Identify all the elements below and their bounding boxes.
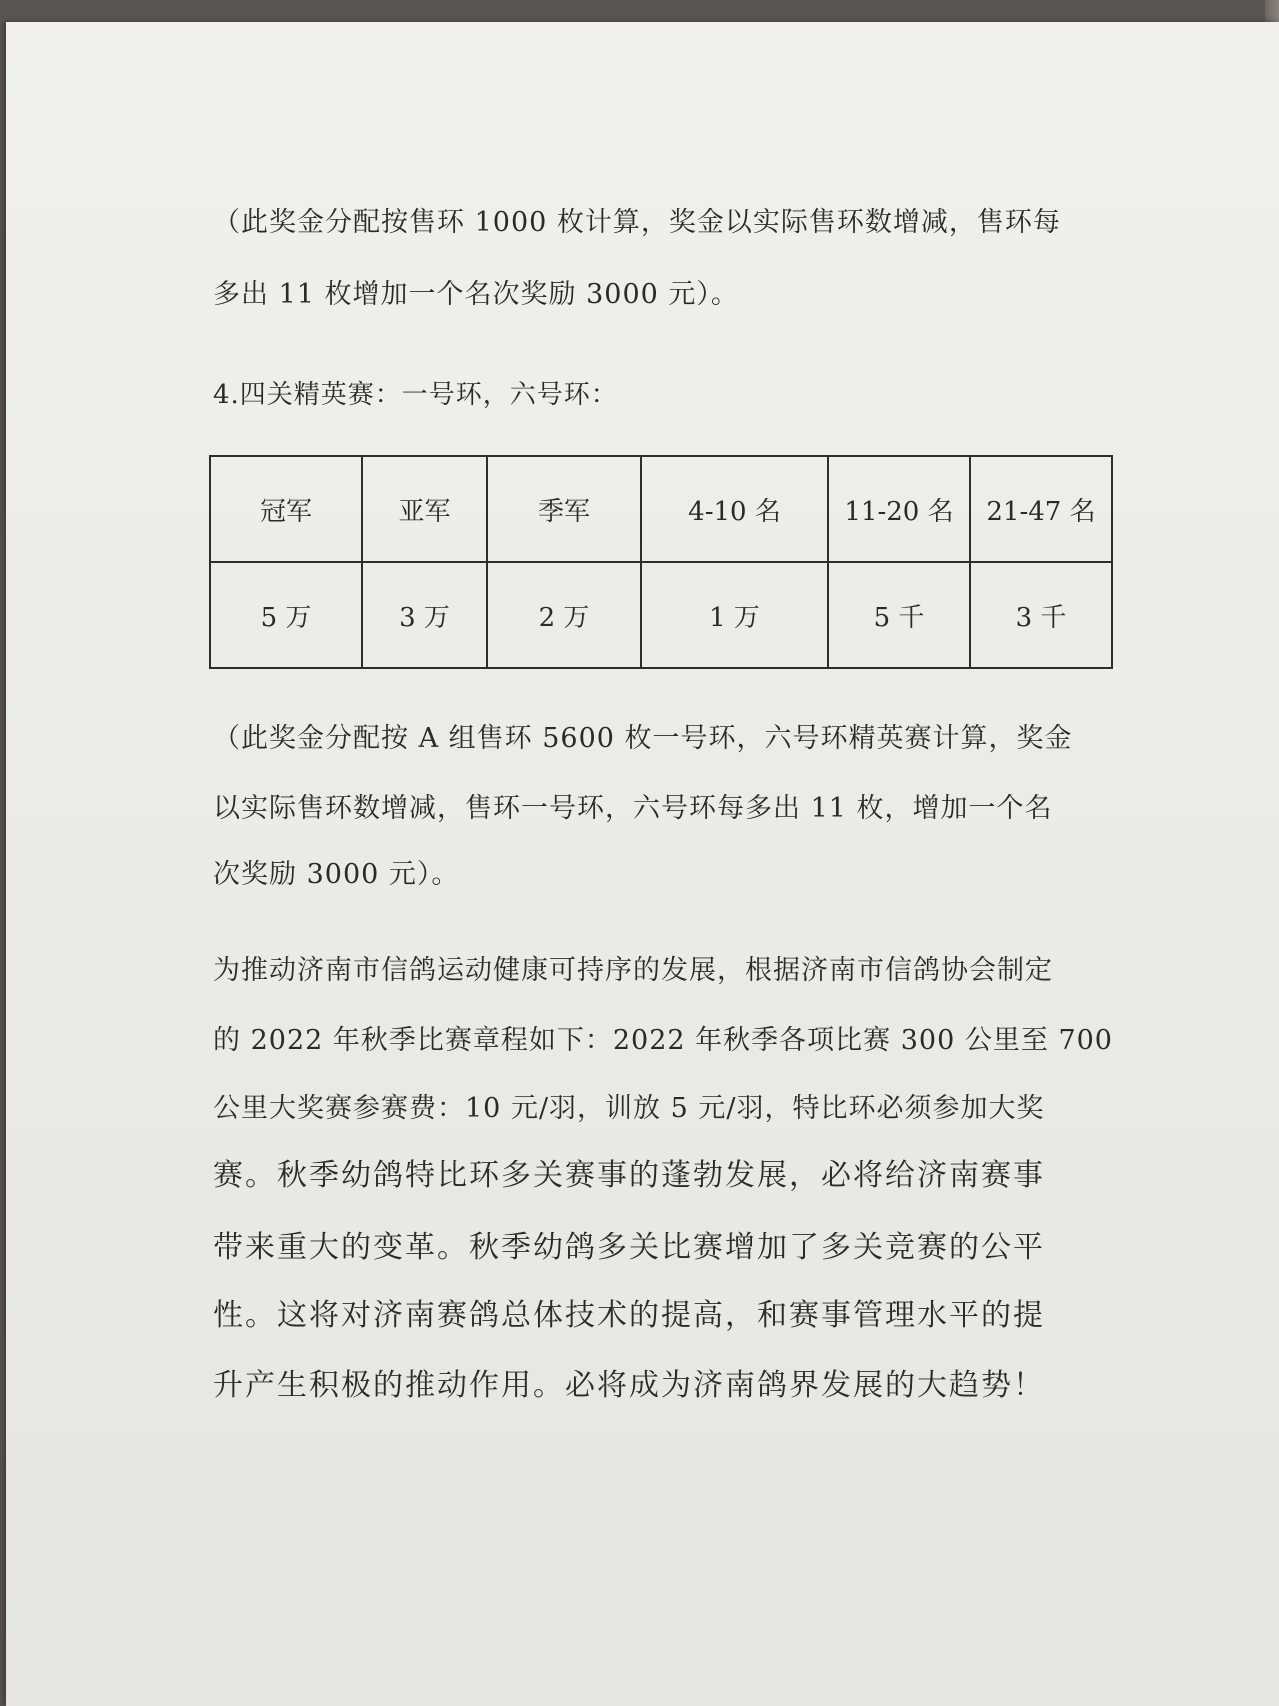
section-4-heading: 4.四关精英赛：一号环，六号环：: [213, 380, 618, 410]
paragraph-line-1: 为推动济南市信鸽运动健康可持序的发展，根据济南市信鸽协会制定: [213, 955, 1053, 986]
prize-table: [209, 455, 1113, 669]
note-2-line-3: 次奖励 3000 元）。: [213, 859, 460, 890]
value-cell: 5 万: [210, 562, 362, 668]
paragraph-line-4: 赛。秋季幼鸽特比环多关赛事的蓬勃发展，必将给济南赛事: [213, 1158, 1045, 1193]
value-cell: 2 万: [487, 562, 641, 668]
table-row: [210, 456, 1112, 562]
header-cell: 冠军: [210, 456, 362, 562]
note-1-line-2: 多出 11 枚增加一个名次奖励 3000 元）。: [213, 279, 739, 310]
paragraph-line-2: 的 2022 年秋季比赛章程如下：2022 年秋季各项比赛 300 公里至 700: [213, 1025, 1113, 1056]
note-2-line-1: （此奖金分配按 A 组售环 5600 枚一号环，六号环精英赛计算，奖金: [213, 723, 1073, 754]
table-row: [210, 562, 1112, 668]
note-1-line-1: （此奖金分配按售环 1000 枚计算，奖金以实际售环数增减，售环每: [213, 207, 1061, 238]
paragraph-line-7: 升产生积极的推动作用。必将成为济南鸽界发展的大趋势！: [213, 1368, 1045, 1403]
paragraph-line-3: 公里大奖赛参赛费：10 元/羽，训放 5 元/羽，特比环必须参加大奖: [213, 1093, 1045, 1124]
value-cell: 3 千: [970, 562, 1112, 668]
header-cell: 亚军: [362, 456, 487, 562]
paragraph-line-6: 性。这将对济南赛鸽总体技术的提高，和赛事管理水平的提: [213, 1298, 1045, 1333]
value-cell: 1 万: [641, 562, 828, 668]
paragraph-line-5: 带来重大的变革。秋季幼鸽多关比赛增加了多关竞赛的公平: [213, 1230, 1045, 1265]
value-cell: 3 万: [362, 562, 487, 668]
header-cell: 季军: [487, 456, 641, 562]
note-2-line-2: 以实际售环数增减，售环一号环，六号环每多出 11 枚，增加一个名: [213, 793, 1053, 824]
header-cell: 21-47 名: [970, 456, 1112, 562]
header-cell: 4-10 名: [641, 456, 828, 562]
header-cell: 11-20 名: [828, 456, 970, 562]
value-cell: 5 千: [828, 562, 970, 668]
